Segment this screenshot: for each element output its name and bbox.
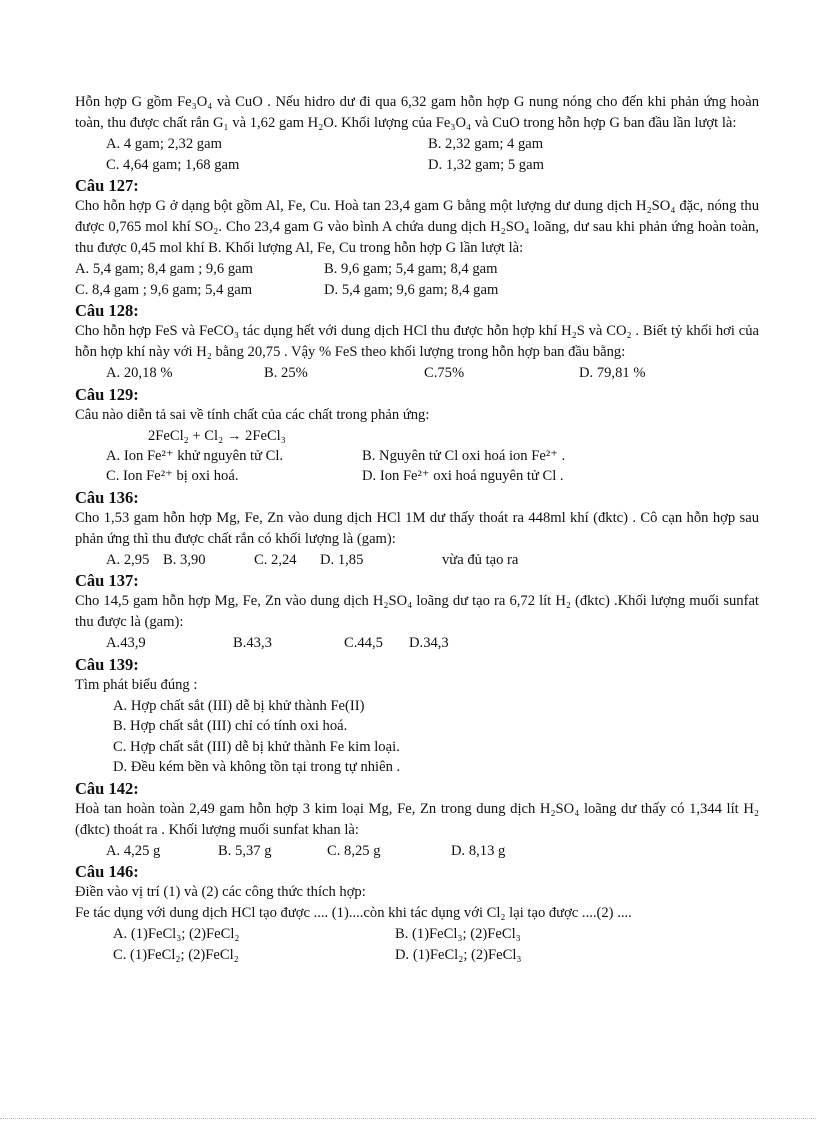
question-text-127: Cho hỗn hợp G ở dạng bột gồm Al, Fe, Cu. Hoà tan 23,4 gam G bằng một lượng dư dung dịch H₂SO₄ đặc, nóng thu được 0,765 mol khí SO₂. Cho 23,4 gam G vào bình A chứa dung dịch H₂SO₄ loãng, dư sau khi phản ứng hoàn toàn, thu được 0,45 mol khí B. Khối lượng Al, Fe, Cu trong hỗn hợp G lần lượt là: <box>75 198 759 256</box>
option-b: B. 5,37 g <box>218 842 272 859</box>
option-b: B. Nguyên tử Cl oxi hoá ion Fe²⁺ . <box>362 447 566 464</box>
intro-options-row-2 <box>75 155 759 176</box>
q139-option-d <box>75 757 759 778</box>
option-d: D. 1,32 gam; 5 gam <box>428 156 544 173</box>
option-c: C. Hợp chất sắt (III) dễ bị khử thành Fe kim loại. <box>113 738 400 755</box>
intro-options-row-1 <box>75 134 759 155</box>
option-b: B. (1)FeCl₃; (2)FeCl₃ <box>395 926 521 942</box>
option-b: B. 2,32 gam; 4 gam <box>428 136 544 152</box>
option-b: B. 9,6 gam; 5,4 gam; 8,4 gam <box>324 261 498 277</box>
option-a: A. 2,95 <box>106 551 150 568</box>
q146-options-row-1 <box>75 924 759 945</box>
option-a: A. Ion Fe²⁺ khử nguyên tử Cl. <box>106 447 284 464</box>
question-text-137: Cho 14,5 gam hỗn hợp Mg, Fe, Zn vào dung dịch H₂SO₄ loãng dư tạo ra 6,72 lít H₂ (đktc) .Khối lượng muối sunfat thu được là (gam): <box>75 593 759 630</box>
question-text-136: Cho 1,53 gam hỗn hợp Mg, Fe, Zn vào dung dịch HCl 1M dư thấy thoát ra 448ml khí (đktc) . Cô cạn hỗn hợp sau phản ứng thì thu được chất rắn có khối lượng là (gam): <box>75 509 759 547</box>
intro-question-text: Hỗn hợp G gồm Fe₃O₄ và CuO . Nếu hidro dư đi qua 6,32 gam hỗn hợp G nung nóng cho đến khi phản ứng hoàn toàn, thu được chất rắn G₁ và 1,62 gam H₂O. Khối lượng của Fe₃O₄ và CuO trong hỗn hợp G ban đầu lần lượt là: <box>75 94 759 131</box>
option-b: B. Hợp chất sắt (III) chỉ có tính oxi hoá. <box>113 718 348 734</box>
option-b: B.43,3 <box>233 635 272 651</box>
option-b: B. 25% <box>264 365 308 381</box>
q127-options-row-1 <box>75 259 759 280</box>
option-d: D. Ion Fe²⁺ oxi hoá nguyên tử Cl . <box>362 468 564 484</box>
question-text-142: Hoà tan hoàn toàn 2,49 gam hỗn hợp 3 kim loại Mg, Fe, Zn trong dung dịch H₂SO₄ loãng dư thấy có 1,344 lít H₂ (đktc) thoát ra . Khối lượng muối sunfat khan là: <box>75 800 759 838</box>
question-title-139: Câu 139: <box>75 654 139 674</box>
q129-options-row-1 <box>75 446 759 467</box>
q142-options-row <box>75 841 759 862</box>
question-title-146: Câu 146: <box>75 862 139 881</box>
option-a: A. 20,18 % <box>106 365 173 381</box>
option-a: A. (1)FeCl₃; (2)FeCl₂ <box>113 926 240 942</box>
option-a: A. 4,25 g <box>106 842 161 859</box>
option-c: C. (1)FeCl₂; (2)FeCl₂ <box>113 946 239 963</box>
option-c: C. 4,64 gam; 1,68 gam <box>106 156 240 173</box>
q139-option-c <box>75 737 759 758</box>
option-a: A. Hợp chất sắt (III) dễ bị khử thành Fe(II) <box>113 697 365 714</box>
question-title-142: Câu 142: <box>75 778 139 798</box>
option-d: D. (1)FeCl₂; (2)FeCl₃ <box>395 946 522 963</box>
q129-options-row-2 <box>75 466 759 487</box>
question-text-129: Câu nào diễn tả sai về tính chất của các chất trong phản ứng: <box>75 406 430 423</box>
q139-option-a <box>75 696 759 717</box>
q128-options-row <box>75 363 759 384</box>
option-d: D.34,3 <box>409 635 449 651</box>
question-text-146: Điền vào vị trí (1) và (2) các công thức thích hợp: <box>75 884 366 900</box>
question-title-128: Câu 128: <box>75 301 139 320</box>
q139-option-b <box>75 716 759 737</box>
option-a: A.43,9 <box>106 635 146 651</box>
question-title-137: Câu 137: <box>75 571 139 590</box>
q146-options-row-2 <box>75 945 759 966</box>
option-d: D. 79,81 % <box>579 365 646 381</box>
option-c: C. 8,25 g <box>327 842 381 859</box>
question-title-129: Câu 129: <box>75 384 139 404</box>
handwritten-note: vừa đủ tạo ra <box>442 551 519 568</box>
option-a: A. 4 gam; 2,32 gam <box>106 136 222 152</box>
q137-options-row <box>75 633 759 654</box>
reaction-equation: 2FeCl₂ + Cl₂ → 2FeCl₃ <box>148 427 286 444</box>
option-a: A. 5,4 gam; 8,4 gam ; 9,6 gam <box>75 261 253 277</box>
option-c: C.75% <box>424 365 465 381</box>
q127-options-row-2 <box>75 280 759 301</box>
question-text-146-line2: Fe tác dụng với dung dịch HCl tạo được .... (1)....còn khi tác dụng với Cl₂ lại tạo được ....(2) .... <box>75 905 632 921</box>
option-d: D. 8,13 g <box>451 842 506 859</box>
question-text-128: Cho hỗn hợp FeS và FeCO₃ tác dụng hết với dung dịch HCl thu được hỗn hợp khí H₂S và CO₂ . Biết tỷ khối hơi của hỗn hợp khí này với H₂ bằng 20,75 . Vậy % FeS theo khối lượng trong hỗn hợp ban đầu bằng: <box>75 323 759 360</box>
option-d: D. 5,4 gam; 9,6 gam; 8,4 gam <box>324 281 499 298</box>
document-page <box>75 92 759 965</box>
option-c: C. 8,4 gam ; 9,6 gam; 5,4 gam <box>75 281 253 298</box>
option-b: B. 3,90 <box>163 551 206 568</box>
question-text-139: Tìm phát biểu đúng : <box>75 676 198 693</box>
page-bottom-divider <box>0 1118 816 1119</box>
option-c: C. 2,24 <box>254 551 297 568</box>
q136-options-row <box>75 550 759 571</box>
question-title-136: Câu 136: <box>75 487 139 507</box>
option-d: D. Đều kém bền và không tồn tại trong tự nhiên . <box>113 759 401 775</box>
question-title-127: Câu 127: <box>75 176 139 195</box>
option-c: C.44,5 <box>344 635 383 651</box>
option-c: C. Ion Fe²⁺ bị oxi hoá. <box>106 468 239 484</box>
option-d: D. 1,85 <box>320 551 364 568</box>
